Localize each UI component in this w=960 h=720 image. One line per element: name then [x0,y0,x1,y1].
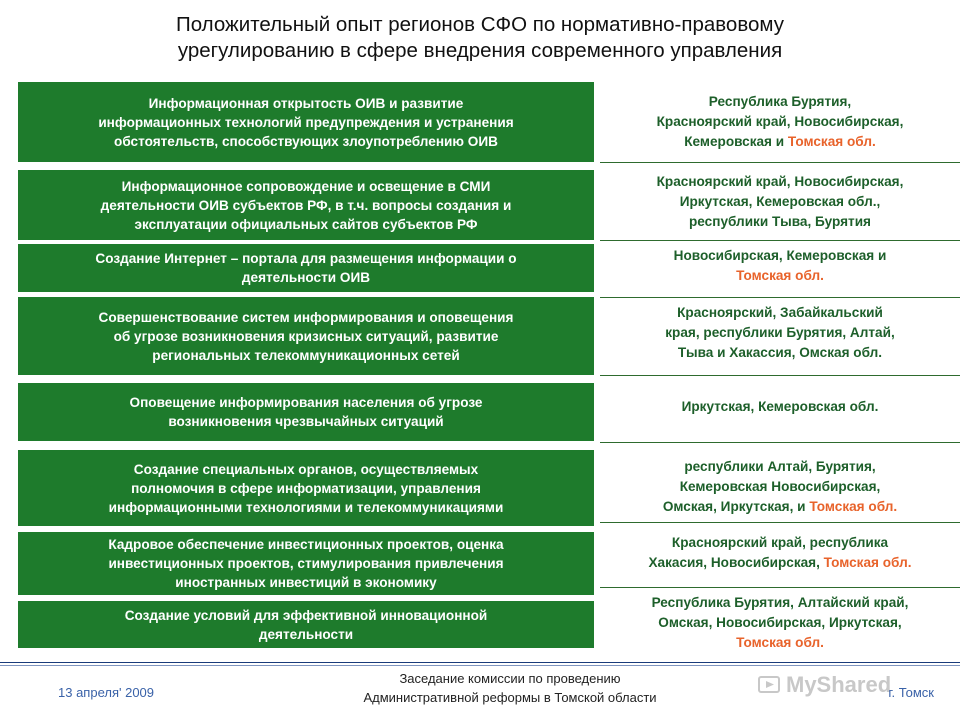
tomsk-highlight: Томская обл. [736,635,824,650]
item-text-1: Информационная открытость ОИВ и развитие информационных технологий предупреждения и устранения обстоятельств, способствующих злоупотреблению ОИВ [98,95,514,149]
regions-3: Новосибирская, Кемеровская и Томская обл. [673,248,887,283]
regions-6: республики Алтай, Бурятия, Кемеровская Новосибирская, Омская, Иркутская, и Томская обл. [662,459,898,514]
item-text-5: Оповещение информирования населения об угрозе возникновения чрезвычайных ситуаций [129,395,483,429]
tomsk-highlight: Томская обл. [823,555,912,570]
item-text-3: Создание Интернет – портала для размещения информации о деятельности ОИВ [95,251,517,285]
footer-caption: Заседание комиссии по проведению Административной реформы в Томской области [363,671,657,705]
regions-4: Красноярский, Забайкальский края, республики Бурятия, Алтай, Тыва и Хакассия, Омская обл. [665,305,895,360]
row-divider [600,297,960,298]
footer-date: 13 апреля' 2009 [58,685,155,700]
row-divider [600,162,960,163]
item-text-8: Создание условий для эффективной инновационной деятельности [124,607,488,642]
item-text-4: Совершенствование систем информирования и оповещения об угрозе возникновения кризисных ситуаций, развитие региональных телекоммуникационных сетей [98,309,514,363]
watermark-logo-icon [758,674,780,696]
watermark: MyShared [786,672,892,697]
item-text-2: Информационное сопровождение и освещение в СМИ деятельности ОИВ субъектов РФ, в т.ч. вопросы создания и эксплуатации официальных сайтов субъектов РФ [100,178,512,232]
item-text-6: Создание специальных органов, осуществляемых полномочия в сфере информатизации, управления информационными технологиями и телекоммуникациями [108,461,504,515]
item-box-5 [18,383,594,441]
row-divider [600,442,960,443]
regions-2: Красноярский край, Новосибирская, Иркутская, Кемеровская обл., республики Тыва, Бурятия [656,174,904,229]
item-box-8 [18,601,594,648]
footer-divider [0,662,960,663]
regions-5: Иркутская, Кемеровская обл. [681,399,879,414]
item-box-3 [18,244,594,292]
tomsk-highlight: Томская обл. [787,134,876,149]
item-box-6 [18,450,594,526]
row-divider [600,375,960,376]
row-divider [600,240,960,241]
item-box-1 [18,82,594,162]
item-box-2 [18,170,594,240]
item-text-7: Кадровое обеспечение инвестиционных проектов, оценка инвестиционных проектов, стимулирования привлечения иностранных инвестиций в экономику [108,537,504,590]
item-box-4 [18,297,594,375]
row-divider [600,587,960,588]
footer-divider-thin [0,665,960,666]
tomsk-highlight: Томская обл. [736,268,824,283]
regions-8: Республика Бурятия, Алтайский край, Омская, Новосибирская, Иркутская, Томская обл. [651,595,909,650]
regions-1: Республика Бурятия, Красноярский край, Новосибирская, Кемеровская и Томская обл. [656,94,904,149]
row-divider [600,522,960,523]
regions-7: Красноярский край, республика Хакасия, Новосибирская, Томская обл. [648,535,912,570]
slide-title: Положительный опыт регионов СФО по нормативно-правовому урегулированию в сфере внедрения современного управления [176,13,784,62]
footer-city: г. Томск [888,685,934,700]
tomsk-highlight: Томская обл. [809,499,898,514]
item-box-7 [18,532,594,595]
